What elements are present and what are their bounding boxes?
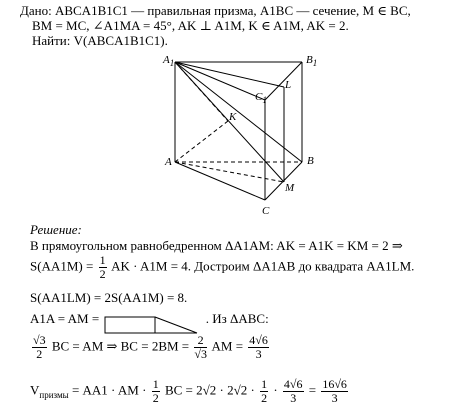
solution-heading: Решение: — [30, 222, 82, 237]
label-b1: $B_1$ — [306, 54, 318, 69]
fraction: $\frac{√3}{2}$ — [33, 333, 46, 361]
solution-line-2: S(AA1M) = $\frac{1}{2}$ AK · A1M = 4. Достроим ΔA1AB до квадрата AA1LM. — [30, 253, 415, 281]
problem-line-3: Найти: V(ABCA1B1C1). — [32, 33, 168, 48]
fraction: $\frac{1}{2}$ — [152, 377, 159, 405]
solution-line-5: $\frac{√3}{2}$ BC = AM ⇒ BC = 2BM = $\frac{2}{√3}$ AM = $\frac{4√6}{3}$ — [33, 333, 268, 361]
fraction: $\frac{4√6}{3}$ — [283, 377, 303, 405]
label-a: A — [165, 156, 172, 168]
fraction: $\frac{2}{√3}$ — [194, 333, 207, 361]
solution-line-4: A1A = AM = . Из ΔABC: — [30, 310, 269, 330]
problem-line-2: BM = MC, ∠A1MA = 45°, AK ⊥ A1M, K ∈ A1M, AK = 2. — [32, 18, 349, 33]
fraction: $\frac{1}{2}$ — [261, 377, 268, 405]
label-b: B — [307, 155, 314, 167]
solution-line-3: S(AA1LM) = 2S(AA1M) = 8. — [30, 290, 188, 305]
label-a1: $A_1$ — [163, 54, 175, 69]
label-c1: $C_1$ — [255, 91, 267, 106]
label-k: K — [229, 111, 237, 123]
label-c: C — [262, 205, 270, 217]
triangle-sketch — [102, 315, 202, 335]
fraction: $\frac{16√6}{3}$ — [322, 377, 347, 405]
problem-line-1: Дано: ABCA1B1C1 — правильная призма, A1BC — сечение, M ∈ BC, — [20, 3, 411, 18]
label-l: L — [285, 79, 292, 91]
fraction: $\frac{1}{2}$ — [99, 253, 106, 281]
fraction: $\frac{4√6}{3}$ — [249, 333, 268, 361]
solution-line-1: В прямоугольном равнобедренном ΔA1AM: AK = A1K = KM = 2 ⇒ — [30, 238, 403, 253]
solution-line-6: $V_{призмы} = AA1$ · AM · $\frac{1}{2}$ BC = 2√2 · 2√2 · $\frac{1}{2}$ · $\frac{4√6}{3}$ = $\frac{16√6}{3}$ — [30, 377, 347, 405]
label-m: M — [285, 182, 295, 194]
